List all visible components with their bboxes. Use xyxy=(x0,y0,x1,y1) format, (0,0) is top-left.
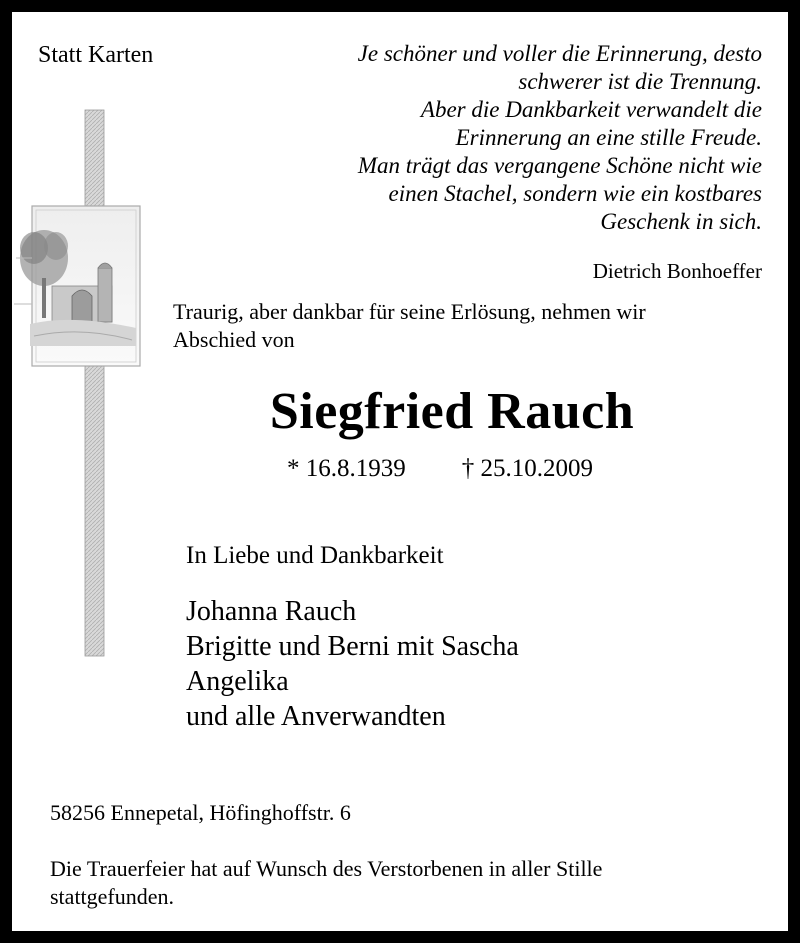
mourner-name: und alle Anverwandten xyxy=(186,701,446,732)
quote-line: Man trägt das vergangene Schöne nicht wie xyxy=(357,153,762,178)
intro-line: Abschied von xyxy=(173,327,295,352)
mourners-list xyxy=(186,594,519,734)
notice-line: Die Trauerfeier hat auf Wunsch des Verstorbenen in aller Stille xyxy=(50,856,603,881)
mourner-name: Johanna Rauch xyxy=(186,596,357,627)
quote-line: einen Stachel, sondern wie ein kostbares xyxy=(388,181,762,206)
address: 58256 Ennepetal, Höfinghoffstr. 6 xyxy=(50,800,351,825)
mourner-name: Angelika xyxy=(186,666,289,697)
statt-karten-label: Statt Karten xyxy=(38,42,154,68)
mourner-name: Brigitte und Berni mit Sascha xyxy=(186,631,519,662)
funeral-notice xyxy=(50,855,602,911)
quote-line: Aber die Dankbarkeit verwandelt die xyxy=(420,97,762,122)
obituary-card xyxy=(12,12,788,931)
death-date: † 25.10.2009 xyxy=(461,455,593,482)
quote-line: Erinnerung an eine stille Freude. xyxy=(455,125,762,150)
quote-line: Je schöner und voller die Erinnerung, desto xyxy=(357,41,762,66)
life-dates xyxy=(287,455,593,483)
quote-author: Dietrich Bonhoeffer xyxy=(592,259,762,283)
birth-date: * 16.8.1939 xyxy=(287,455,406,482)
notice-line: stattgefunden. xyxy=(50,884,175,909)
cross-with-cemetery-illustration xyxy=(12,108,152,658)
intro-line: Traurig, aber dankbar für seine Erlösung, nehmen wir xyxy=(173,299,646,324)
quote-line: schwerer ist die Trennung. xyxy=(518,69,762,94)
mourners-heading: In Liebe und Dankbarkeit xyxy=(186,542,444,569)
intro-text xyxy=(173,298,646,354)
bonhoeffer-quote xyxy=(242,40,762,236)
deceased-name: Siegfried Rauch xyxy=(269,383,635,440)
quote-line: Geschenk in sich. xyxy=(600,209,762,234)
